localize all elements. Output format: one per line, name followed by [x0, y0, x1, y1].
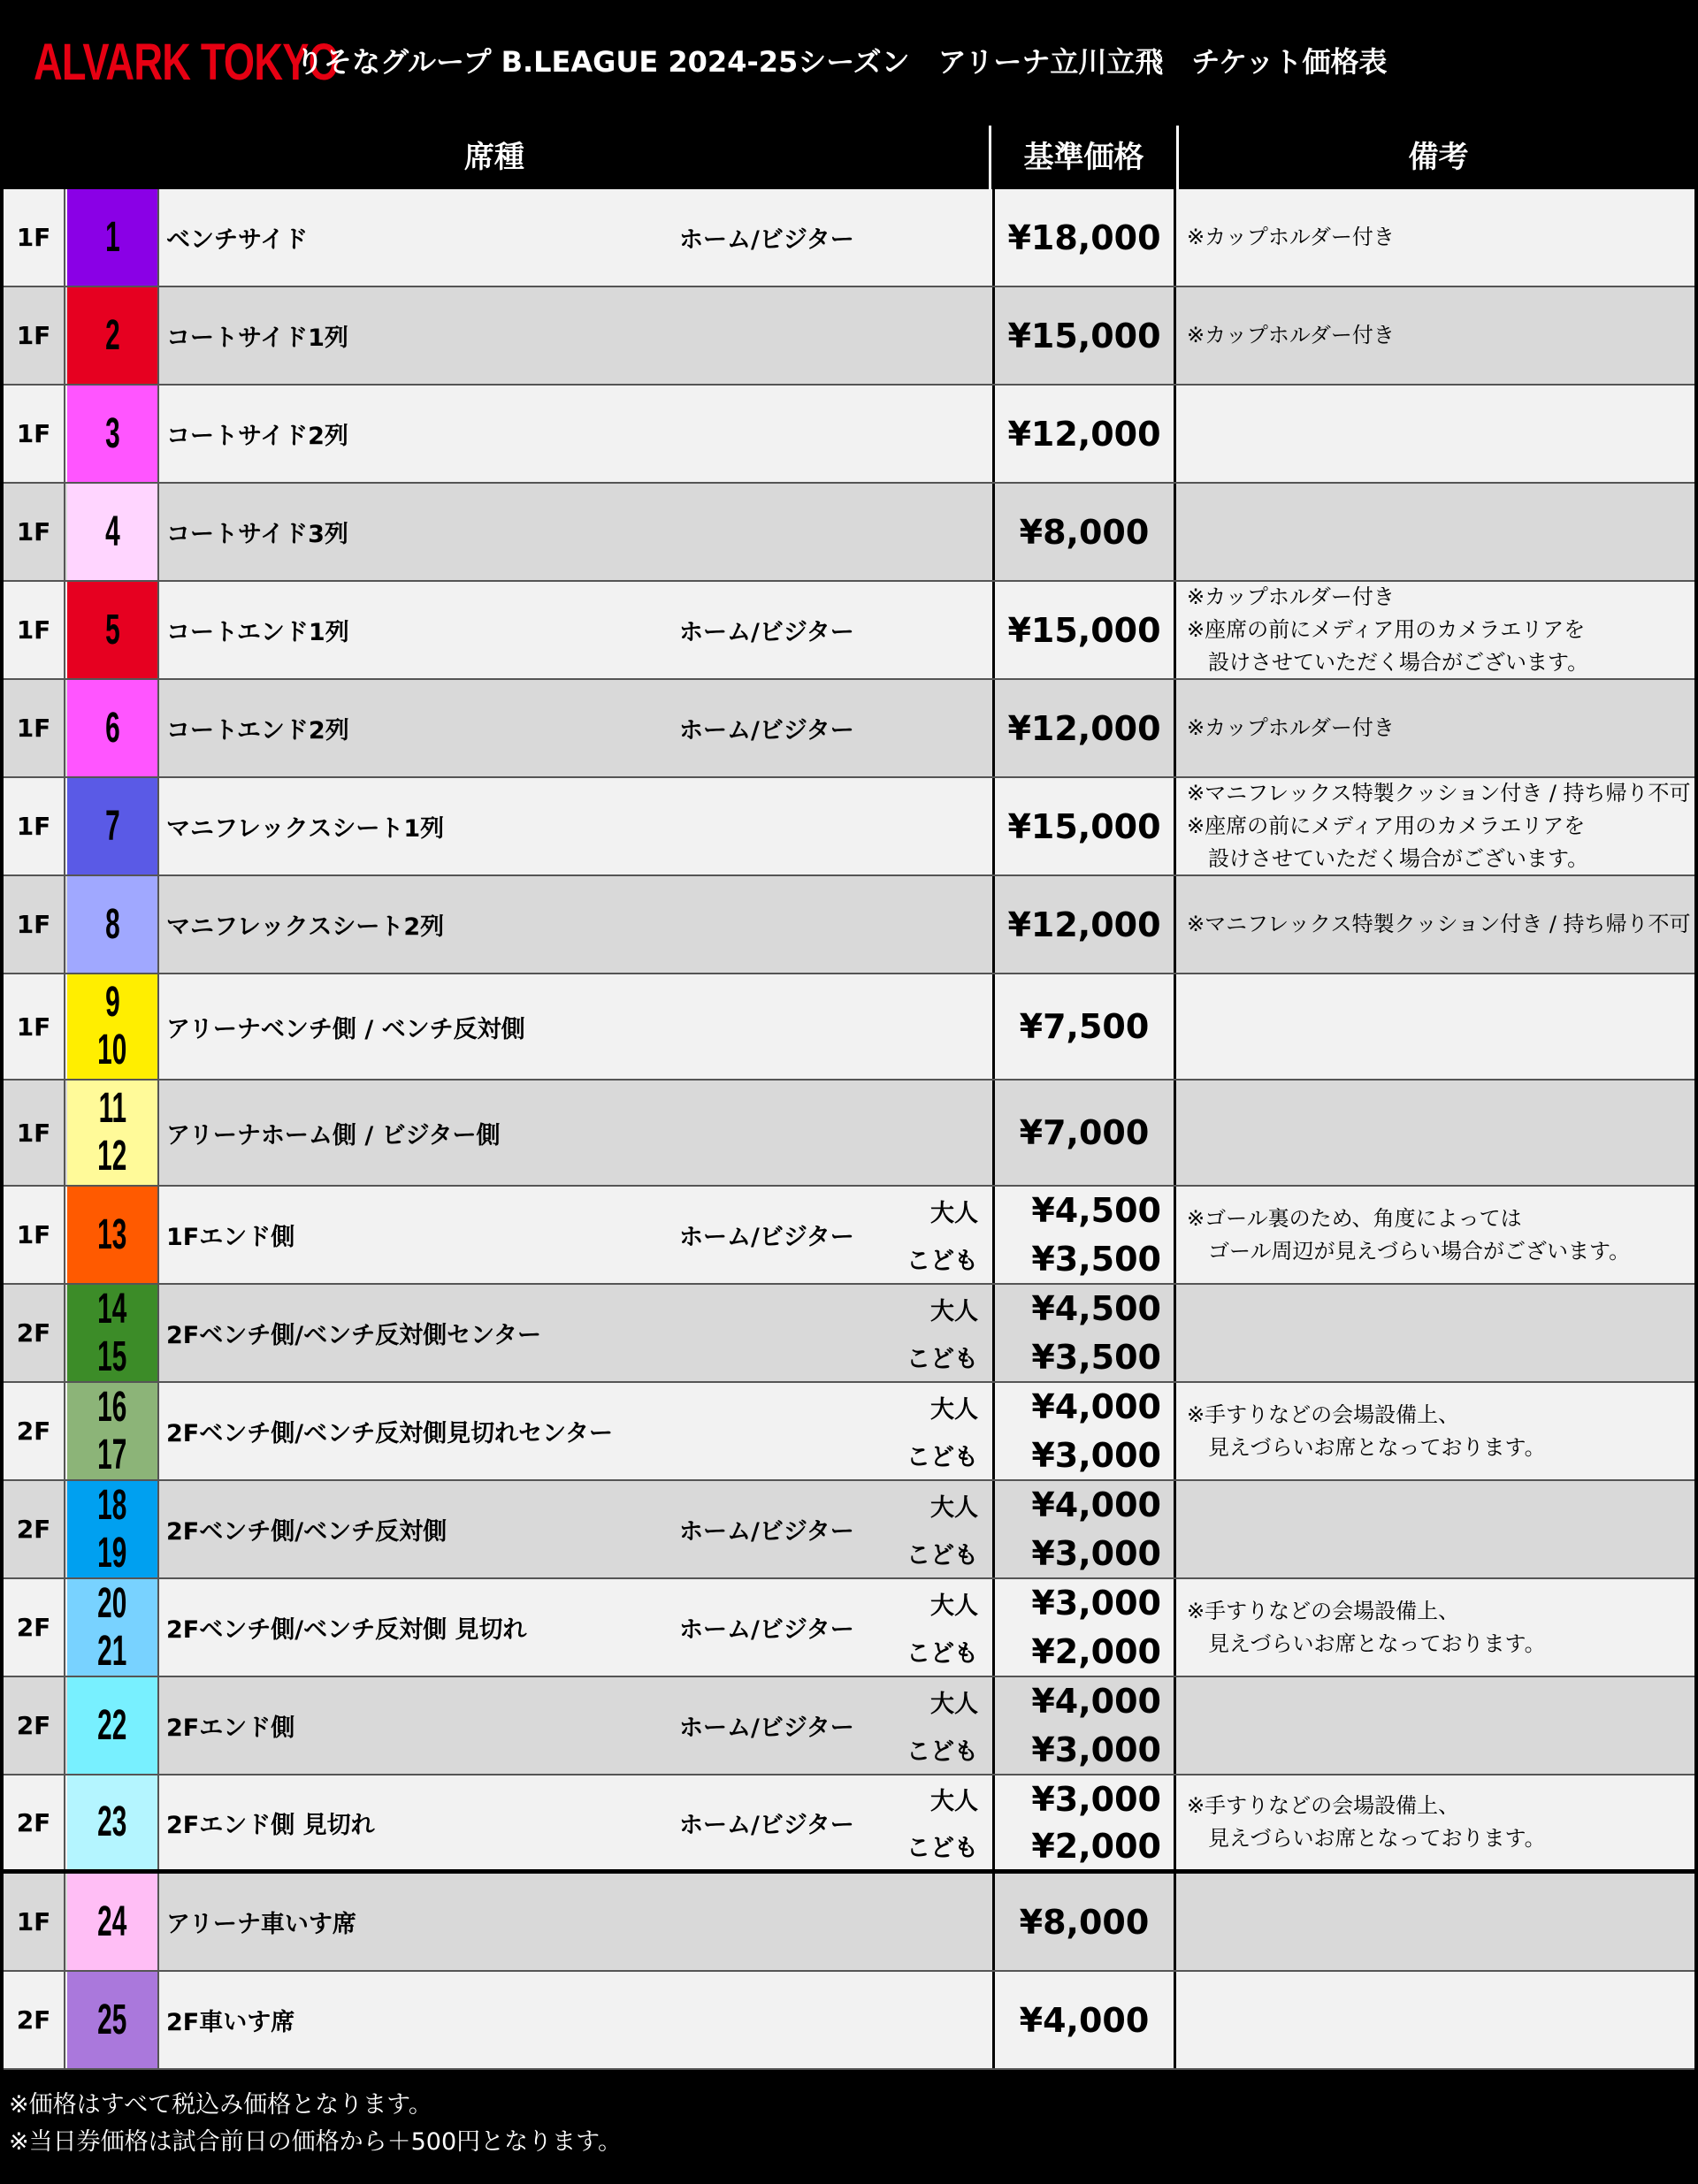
age-category — [888, 1677, 987, 1774]
age-label: こども — [906, 1835, 978, 1862]
home-visitor-label: ホーム/ビジター — [679, 717, 854, 745]
seat-number-badge — [67, 680, 159, 776]
seat-number: 11 — [98, 1085, 126, 1132]
seat-name: 2Fベンチ側/ベンチ反対側 見切れ — [166, 1616, 527, 1644]
floor-label: 2F — [4, 1285, 65, 1381]
alvark-tokyo-logo: ALVARK TOKYO — [34, 34, 340, 91]
seat-number: 13 — [97, 1210, 127, 1258]
price-cell — [992, 974, 1176, 1079]
table-row — [4, 974, 1694, 1081]
age-label: 大人 — [930, 1493, 978, 1522]
table-row — [4, 778, 1694, 876]
price-cell — [992, 1677, 1176, 1774]
age-category — [888, 1481, 987, 1577]
price-value: ¥4,000 — [1019, 2000, 1150, 2040]
price-value: ¥12,000 — [1007, 414, 1161, 454]
price-cell — [992, 1187, 1176, 1283]
note-line: ※座席の前にメディア用のカメラエリアを — [1187, 617, 1586, 642]
age-label: こども — [906, 1248, 978, 1276]
table-row — [4, 1775, 1694, 1874]
floor-label: 1F — [4, 1874, 65, 1970]
floor-label: 1F — [4, 189, 65, 286]
seat-name: コートサイド2列 — [166, 423, 348, 450]
note-cell — [1180, 287, 1694, 384]
note-line: ※手すりなどの会場設備上、 — [1187, 1793, 1460, 1818]
price-value: ¥3,000 — [1031, 1533, 1161, 1573]
floor-label: 2F — [4, 1481, 65, 1577]
price-value: ¥4,500 — [1031, 1191, 1161, 1231]
seat-number: 21 — [97, 1627, 127, 1675]
floor-label: 2F — [4, 1677, 65, 1774]
floor-label: 1F — [4, 582, 65, 678]
seat-number: 8 — [104, 900, 120, 948]
note-line: ゴール周辺が見えづらい場合がございます。 — [1187, 1238, 1631, 1264]
price-cell — [992, 778, 1176, 874]
note-line: 設けさせていただく場合がございます。 — [1187, 650, 1589, 675]
seat-number: 6 — [104, 704, 120, 752]
price-value: ¥15,000 — [1007, 806, 1161, 846]
page-title: りそなグループ B.LEAGUE 2024-25シーズン アリーナ立川立飛 チケット価格表 — [295, 45, 1388, 79]
price-cell — [992, 1775, 1176, 1869]
note-cell — [1180, 484, 1694, 580]
note-line: ※カップホルダー付き — [1187, 225, 1395, 249]
note-cell — [1180, 1677, 1694, 1774]
floor-label: 1F — [4, 778, 65, 874]
note-line: ※マニフレックス特製クッション付き / 持ち帰り不可 — [1187, 781, 1691, 806]
note-cell — [1180, 1383, 1694, 1479]
note-cell — [1180, 876, 1694, 973]
seat-number-badge — [67, 1972, 159, 2068]
table-row — [4, 287, 1694, 386]
price-value: ¥4,500 — [1031, 1289, 1161, 1329]
table-row — [4, 1972, 1694, 2070]
seat-number: 25 — [97, 1996, 127, 2043]
price-value: ¥3,000 — [1031, 1779, 1161, 1819]
floor-label: 1F — [4, 876, 65, 973]
seat-number-badge — [67, 1383, 159, 1479]
floor-label: 2F — [4, 1775, 65, 1869]
seat-number: 5 — [104, 606, 120, 653]
seat-number: 12 — [97, 1133, 127, 1180]
age-category — [888, 1775, 987, 1869]
header-price: 基準価格 — [991, 126, 1179, 189]
floor-label: 1F — [4, 1187, 65, 1283]
home-visitor-label: ホーム/ビジター — [679, 1714, 854, 1742]
floor-label: 1F — [4, 974, 65, 1079]
seat-number: 14 — [97, 1285, 127, 1333]
age-label: こども — [906, 1542, 978, 1570]
note-line: ※ゴール裏のため、角度によっては — [1187, 1205, 1522, 1231]
price-cell — [992, 1972, 1176, 2068]
price-cell — [992, 582, 1176, 678]
price-cell — [992, 1481, 1176, 1577]
seat-name: アリーナベンチ側 / ベンチ反対側 — [166, 1015, 525, 1043]
note-line: ※カップホルダー付き — [1187, 584, 1395, 609]
seat-number-badge — [67, 386, 159, 482]
seat-name: 2Fエンド側 — [166, 1714, 295, 1742]
note-cell — [1180, 1972, 1694, 2068]
age-category — [888, 1285, 987, 1381]
seat-number-badge — [67, 1775, 159, 1869]
price-cell — [992, 1874, 1176, 1970]
table-row — [4, 876, 1694, 974]
seat-number: 7 — [104, 802, 120, 850]
note-cell — [1180, 1775, 1694, 1869]
seat-name: 2F車いす席 — [166, 2009, 295, 2036]
seat-number: 3 — [104, 409, 120, 457]
footer-note-tax: ※価格はすべて税込み価格となります。 — [9, 2091, 432, 2119]
note-cell — [1180, 386, 1694, 482]
age-label: 大人 — [930, 1199, 978, 1227]
age-label: こども — [906, 1444, 978, 1472]
seat-number-badge — [67, 1677, 159, 1774]
seat-number: 18 — [97, 1481, 127, 1529]
age-label: 大人 — [930, 1690, 978, 1718]
note-line: ※カップホルダー付き — [1187, 323, 1395, 347]
seat-name: 2Fベンチ側/ベンチ反対側見切れセンター — [166, 1420, 614, 1447]
floor-label: 2F — [4, 1383, 65, 1479]
price-cell — [992, 484, 1176, 580]
note-line: 見えづらいお席となっております。 — [1187, 1630, 1546, 1656]
note-cell — [1180, 778, 1694, 874]
seat-number-badge — [67, 1081, 159, 1185]
seat-number-badge — [67, 1874, 159, 1970]
price-value: ¥3,500 — [1031, 1337, 1161, 1377]
price-cell — [992, 386, 1176, 482]
note-line: ※座席の前にメディア用のカメラエリアを — [1187, 813, 1586, 838]
price-value: ¥12,000 — [1007, 708, 1161, 748]
floor-label: 1F — [4, 680, 65, 776]
age-label: 大人 — [930, 1297, 978, 1325]
seat-number: 16 — [97, 1383, 127, 1431]
table-row — [4, 484, 1694, 582]
seat-number: 17 — [97, 1431, 127, 1478]
seat-number: 1 — [104, 213, 120, 261]
floor-label: 1F — [4, 386, 65, 482]
seat-number-badge — [67, 1285, 159, 1381]
table-header — [0, 126, 1698, 189]
table-row — [4, 680, 1694, 778]
price-value: ¥2,000 — [1031, 1826, 1161, 1866]
price-value: ¥4,000 — [1031, 1387, 1161, 1427]
floor-label: 2F — [4, 1579, 65, 1676]
note-cell — [1180, 1579, 1694, 1676]
note-line: ※手すりなどの会場設備上、 — [1187, 1598, 1460, 1623]
price-value: ¥4,000 — [1031, 1485, 1161, 1525]
price-cell — [992, 1383, 1176, 1479]
seat-name: マニフレックスシート2列 — [166, 913, 445, 941]
note-line: 見えづらいお席となっております。 — [1187, 1434, 1546, 1460]
table-row — [4, 1677, 1694, 1775]
price-value: ¥2,000 — [1031, 1631, 1161, 1671]
note-cell — [1180, 1187, 1694, 1283]
age-label: こども — [906, 1738, 978, 1767]
seat-name: 1Fエンド側 — [166, 1224, 295, 1251]
floor-label: 1F — [4, 287, 65, 384]
seat-number: 22 — [97, 1701, 127, 1749]
price-cell — [992, 1285, 1176, 1381]
price-value: ¥7,500 — [1019, 1007, 1150, 1046]
footer-notes — [9, 2087, 1689, 2161]
seat-number-badge — [67, 876, 159, 973]
seat-number-badge — [67, 1187, 159, 1283]
note-cell — [1180, 582, 1694, 678]
price-cell — [992, 680, 1176, 776]
note-line: ※カップホルダー付き — [1187, 715, 1395, 740]
seat-number: 4 — [104, 508, 120, 555]
home-visitor-label: ホーム/ビジター — [679, 1224, 854, 1251]
seat-number-badge — [67, 974, 159, 1079]
price-value: ¥15,000 — [1007, 316, 1161, 355]
seat-number: 19 — [97, 1529, 127, 1577]
note-cell — [1180, 680, 1694, 776]
seat-number-badge — [67, 287, 159, 384]
age-label: 大人 — [930, 1592, 978, 1620]
seat-name: 2Fエンド側 見切れ — [166, 1811, 375, 1839]
seat-number: 10 — [97, 1027, 127, 1073]
price-cell — [992, 876, 1176, 973]
seat-name: アリーナホーム側 / ビジター側 — [166, 1121, 501, 1149]
seat-number-badge — [67, 1579, 159, 1676]
table-row — [4, 1874, 1694, 1972]
note-cell — [1180, 974, 1694, 1079]
price-value: ¥8,000 — [1019, 1902, 1150, 1942]
seat-number-badge — [67, 1481, 159, 1577]
seat-number-badge — [67, 484, 159, 580]
price-value: ¥3,000 — [1031, 1730, 1161, 1769]
page-header — [0, 0, 1698, 126]
home-visitor-label: ホーム/ビジター — [679, 1616, 854, 1644]
home-visitor-label: ホーム/ビジター — [679, 619, 854, 646]
seat-name: 2Fベンチ側/ベンチ反対側 — [166, 1518, 447, 1546]
table-row — [4, 582, 1694, 680]
seat-number: 23 — [97, 1798, 127, 1845]
note-line: ※手すりなどの会場設備上、 — [1187, 1401, 1460, 1427]
price-value: ¥3,000 — [1031, 1435, 1161, 1475]
seat-number: 20 — [97, 1579, 127, 1627]
seat-number-badge — [67, 189, 159, 286]
price-value: ¥3,000 — [1031, 1584, 1161, 1623]
floor-label: 2F — [4, 1972, 65, 2068]
table-row — [4, 1285, 1694, 1383]
seat-number-badge — [67, 778, 159, 874]
table-row — [4, 1187, 1694, 1285]
seat-number: 9 — [104, 979, 120, 1026]
table-row — [4, 386, 1694, 484]
age-category — [888, 1579, 987, 1676]
price-value: ¥18,000 — [1007, 218, 1161, 257]
home-visitor-label: ホーム/ビジター — [679, 1518, 854, 1546]
age-label: 大人 — [930, 1395, 978, 1424]
note-cell — [1180, 1874, 1694, 1970]
price-value: ¥8,000 — [1019, 512, 1150, 552]
price-value: ¥12,000 — [1007, 905, 1161, 944]
price-value: ¥4,000 — [1031, 1682, 1161, 1722]
age-category — [888, 1187, 987, 1283]
seat-number: 24 — [97, 1898, 127, 1945]
age-label: こども — [906, 1640, 978, 1669]
age-label: こども — [906, 1346, 978, 1374]
note-cell — [1180, 189, 1694, 286]
age-category — [888, 1383, 987, 1479]
table-row — [4, 189, 1694, 287]
seat-name: コートサイド1列 — [166, 325, 348, 352]
price-cell — [992, 1081, 1176, 1185]
floor-label: 1F — [4, 1081, 65, 1185]
home-visitor-label: ホーム/ビジター — [679, 226, 854, 254]
price-cell — [992, 1579, 1176, 1676]
seat-name: コートエンド2列 — [166, 717, 349, 745]
table-row — [4, 1081, 1694, 1187]
table-row — [4, 1481, 1694, 1579]
table-row — [4, 1579, 1694, 1677]
seat-name: 2Fベンチ側/ベンチ反対側センター — [166, 1322, 542, 1349]
note-line: 設けさせていただく場合がございます。 — [1187, 846, 1589, 871]
footer-note-dayof: ※当日券価格は試合前日の価格から＋500円となります。 — [9, 2128, 622, 2156]
header-seat: 席種 — [0, 126, 991, 189]
seat-name: ベンチサイド — [166, 226, 309, 254]
seat-number: 2 — [104, 311, 120, 359]
seat-number-badge — [67, 582, 159, 678]
seat-name: アリーナ車いす席 — [166, 1911, 356, 1938]
age-label: 大人 — [930, 1788, 978, 1815]
price-cell — [992, 189, 1176, 286]
note-cell — [1180, 1285, 1694, 1381]
seat-name: コートエンド1列 — [166, 619, 349, 646]
price-value: ¥7,000 — [1019, 1113, 1150, 1152]
note-line: 見えづらいお席となっております。 — [1187, 1826, 1546, 1851]
price-cell — [992, 287, 1176, 384]
note-cell — [1180, 1481, 1694, 1577]
price-value: ¥15,000 — [1007, 610, 1161, 650]
seat-number: 15 — [97, 1333, 127, 1380]
home-visitor-label: ホーム/ビジター — [679, 1811, 854, 1839]
table-row — [4, 1383, 1694, 1481]
price-value: ¥3,500 — [1031, 1239, 1161, 1279]
seat-name: コートサイド3列 — [166, 521, 348, 548]
note-cell — [1180, 1081, 1694, 1185]
header-note: 備考 — [1408, 140, 1469, 175]
seat-name: マニフレックスシート1列 — [166, 815, 445, 843]
floor-label: 1F — [4, 484, 65, 580]
note-line: ※マニフレックス特製クッション付き / 持ち帰り不可 — [1187, 912, 1691, 936]
